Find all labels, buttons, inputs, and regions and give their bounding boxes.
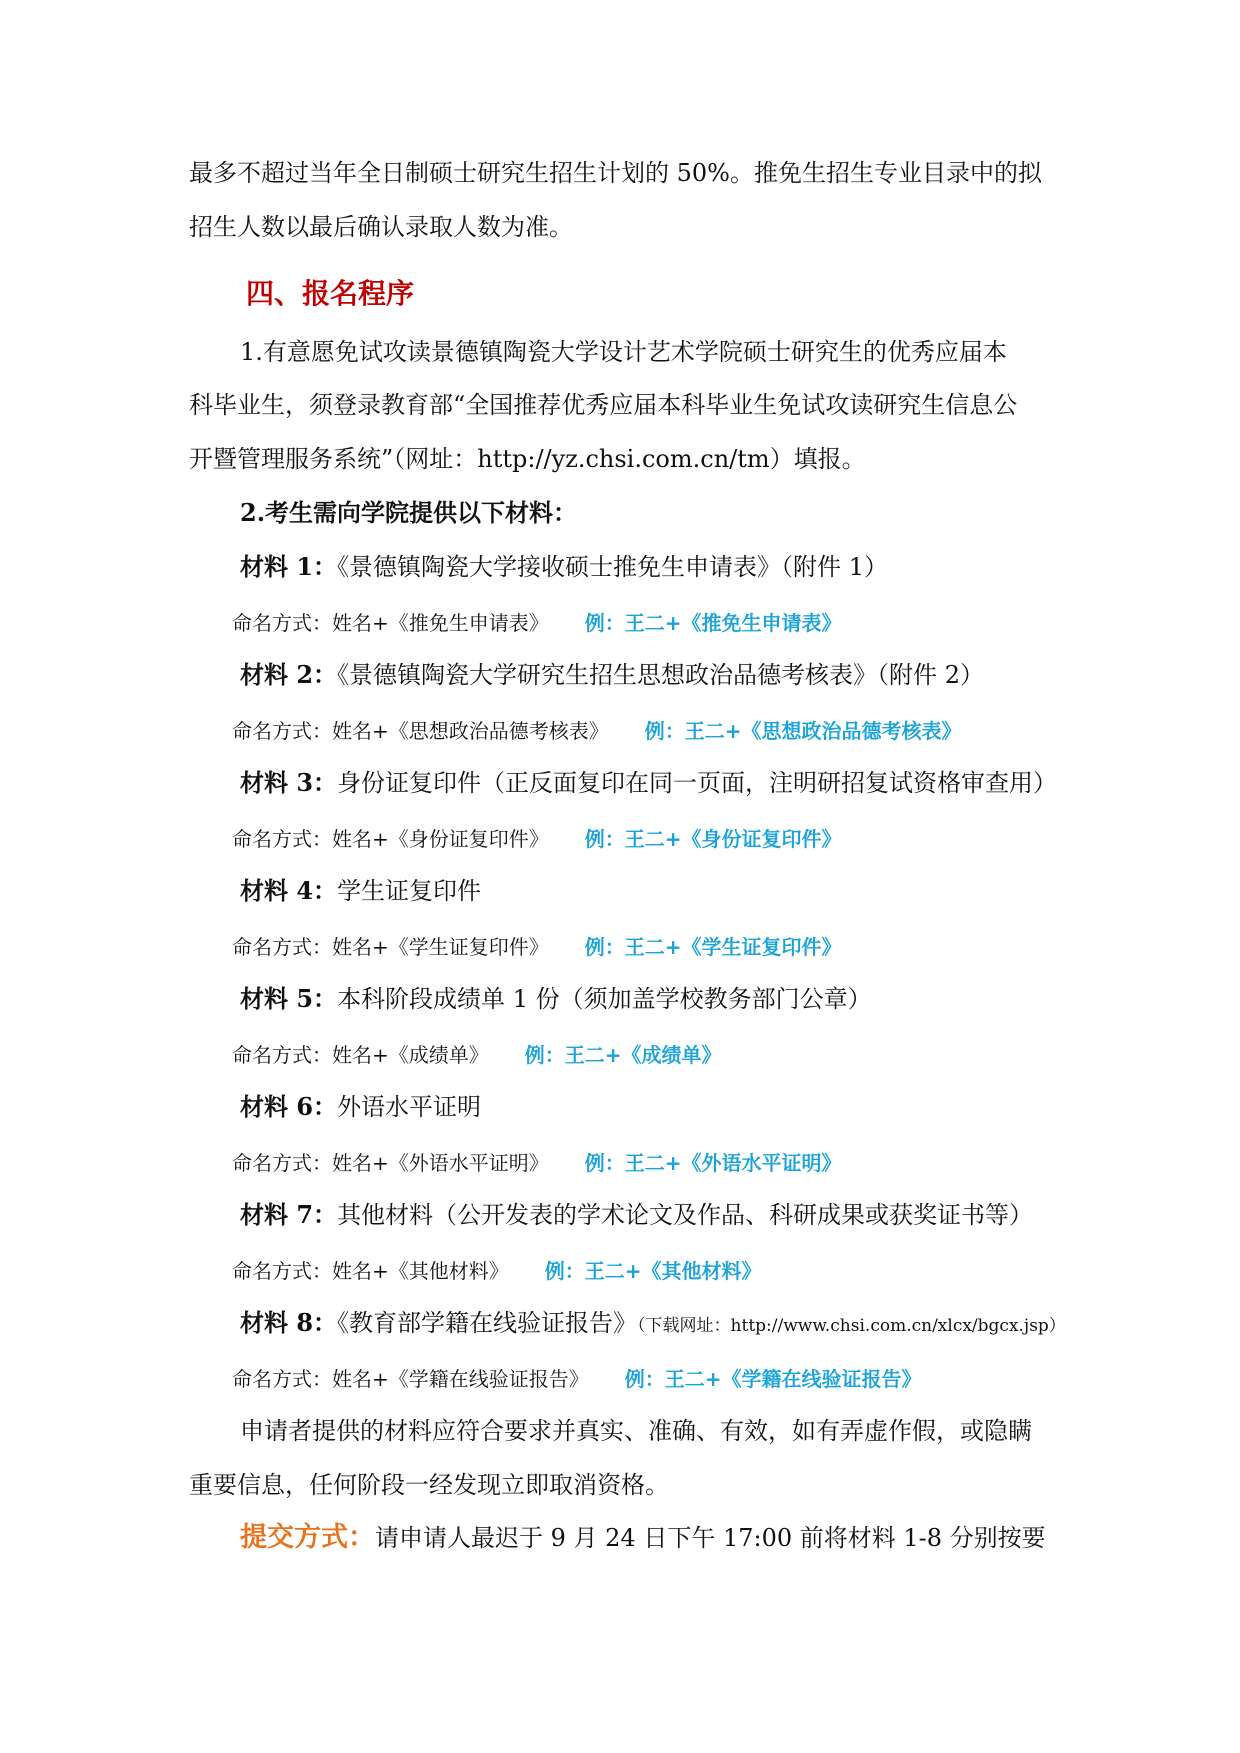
material-desc: 学生证复印件: [337, 877, 482, 905]
material-7: [240, 1199, 1033, 1231]
material-2: [240, 659, 984, 691]
material-3: [240, 767, 1057, 799]
naming-rule: 命名方式：姓名+《外语水平证明》: [232, 1151, 549, 1175]
material-4: [240, 875, 481, 907]
intro-line-2: 招生人数以最后确认录取人数为准。: [189, 213, 573, 241]
material-download-note: （下载网址：http://www.chsi.com.cn/xlcx/bgcx.jsp）: [637, 1316, 1066, 1336]
material-6: [240, 1091, 481, 1123]
material-label: 材料 8：: [240, 1308, 338, 1337]
material-desc: 《景德镇陶瓷大学接收硕士推免生申请表》（附件 1）: [337, 553, 888, 581]
material-desc: 《景德镇陶瓷大学研究生招生思想政治品德考核表》（附件 2）: [337, 661, 984, 689]
material-1: [240, 551, 888, 583]
intro-line-1: 最多不超过当年全日制硕士研究生招生计划的 50%。推免生招生专业目录中的拟: [189, 159, 1042, 187]
naming-4: [232, 931, 842, 963]
naming-example: 例：王二+《学籍在线验证报告》: [624, 1367, 922, 1391]
material-label: 材料 4：: [240, 876, 338, 905]
naming-rule: 命名方式：姓名+《推免生申请表》: [232, 611, 549, 635]
naming-example: 例：王二+《成绩单》: [524, 1043, 722, 1067]
naming-6: [232, 1147, 842, 1179]
material-desc: 外语水平证明: [337, 1093, 482, 1121]
submission: [240, 1522, 1046, 1554]
material-desc: 身份证复印件（正反面复印在同一页面，注明研招复试资格审查用）: [337, 769, 1058, 797]
step1-line-1: 1.有意愿免试攻读景德镇陶瓷大学设计艺术学院硕士研究生的优秀应届本: [240, 338, 1007, 366]
naming-example: 例：王二+《其他材料》: [544, 1259, 762, 1283]
naming-example: 例：王二+《推免生申请表》: [584, 611, 842, 635]
material-desc: 本科阶段成绩单 1 份（须加盖学校教务部门公章）: [337, 985, 872, 1013]
submission-label: 提交方式：: [240, 1522, 375, 1553]
material-desc: 《教育部学籍在线验证报告》: [337, 1309, 638, 1337]
notice-line-1: 申请者提供的材料应符合要求并真实、准确、有效，如有弄虚作假，或隐瞒: [240, 1417, 1032, 1445]
submission-text: 请申请人最迟于 9 月 24 日下午 17:00 前将材料 1-8 分别按要: [375, 1524, 1046, 1552]
naming-example: 例：王二+《思想政治品德考核表》: [644, 719, 962, 743]
naming-8: [232, 1363, 922, 1395]
naming-3: [232, 823, 842, 855]
material-8: [240, 1307, 1066, 1342]
naming-7: [232, 1255, 762, 1287]
material-label: 材料 1：: [240, 552, 338, 581]
section-heading: 四、报名程序: [246, 277, 415, 310]
naming-rule: 命名方式：姓名+《学籍在线验证报告》: [232, 1367, 589, 1391]
naming-rule: 命名方式：姓名+《成绩单》: [232, 1043, 489, 1067]
step2-title: 2.考生需向学院提供以下材料：: [240, 498, 578, 527]
naming-2: [232, 715, 962, 747]
material-label: 材料 3：: [240, 768, 338, 797]
naming-1: [232, 607, 842, 639]
notice-line-2: 重要信息，任何阶段一经发现立即取消资格。: [189, 1471, 669, 1499]
naming-example: 例：王二+《外语水平证明》: [584, 1151, 842, 1175]
material-desc: 其他材料（公开发表的学术论文及作品、科研成果或获奖证书等）: [337, 1201, 1034, 1229]
material-label: 材料 7：: [240, 1200, 338, 1229]
naming-rule: 命名方式：姓名+《其他材料》: [232, 1259, 509, 1283]
naming-example: 例：王二+《学生证复印件》: [584, 935, 842, 959]
naming-5: [232, 1039, 722, 1071]
step1-line-2: 科毕业生，须登录教育部“全国推荐优秀应届本科毕业生免试攻读研究生信息公: [189, 391, 1018, 419]
naming-rule: 命名方式：姓名+《思想政治品德考核表》: [232, 719, 609, 743]
material-label: 材料 6：: [240, 1092, 338, 1121]
naming-rule: 命名方式：姓名+《身份证复印件》: [232, 827, 549, 851]
material-5: [240, 983, 872, 1015]
material-label: 材料 5：: [240, 984, 338, 1013]
material-label: 材料 2：: [240, 660, 338, 689]
naming-rule: 命名方式：姓名+《学生证复印件》: [232, 935, 549, 959]
step1-line-3: 开暨管理服务系统”（网址：http://yz.chsi.com.cn/tm）填报。: [189, 445, 866, 473]
naming-example: 例：王二+《身份证复印件》: [584, 827, 842, 851]
